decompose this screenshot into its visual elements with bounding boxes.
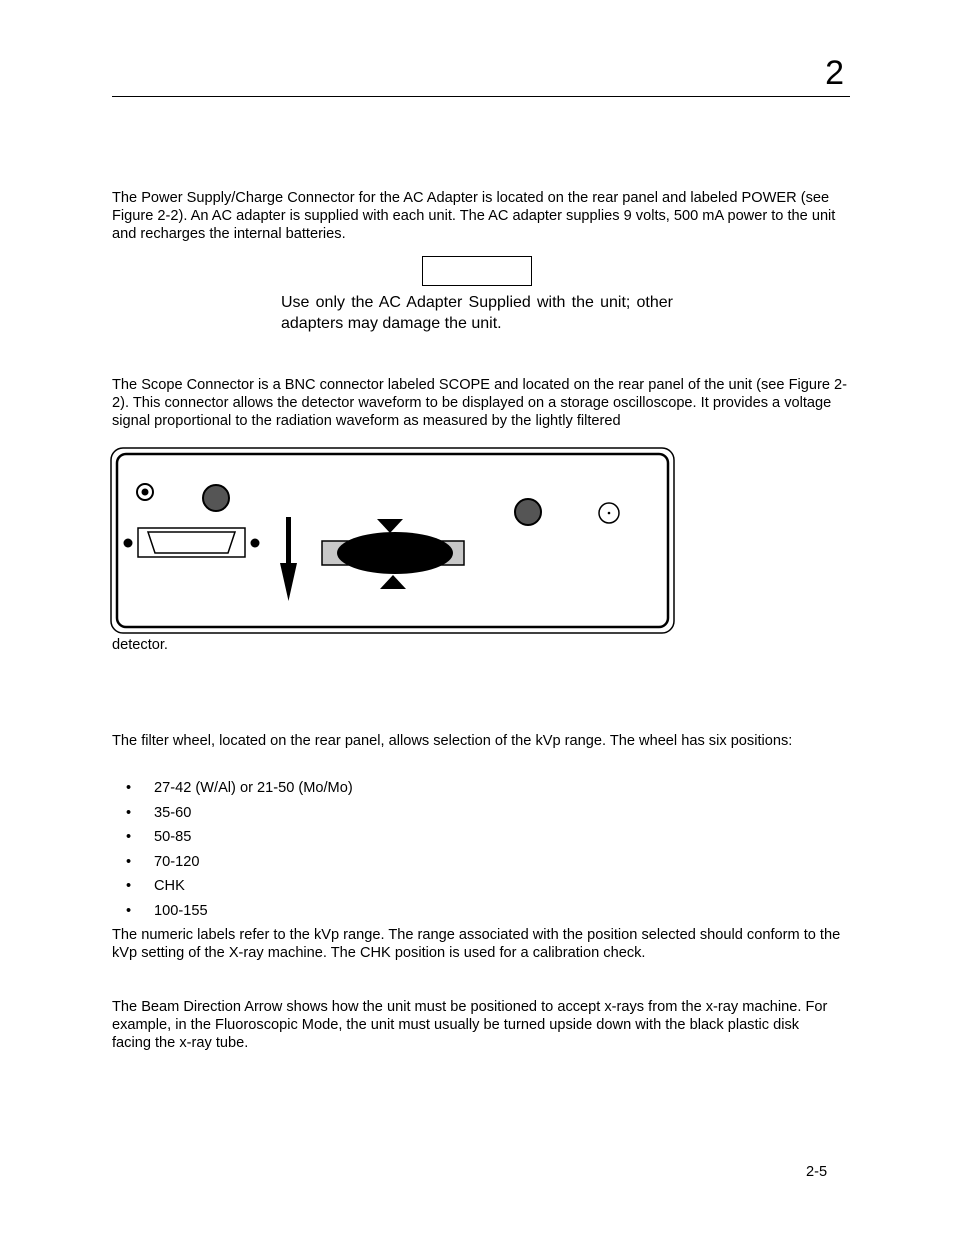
header-rule [112, 96, 850, 97]
beam-direction-paragraph: The Beam Direction Arrow shows how the unit must be positioned to accept x-rays from the x-ray machine. For example, in the Fluoroscopic Mode, the unit must usually be turned upside down with the black plastic disk facing the x-ray tube. [112, 999, 828, 1051]
list-item: • 35-60 [112, 804, 353, 829]
list-item: • 100-155 [112, 902, 353, 927]
list-item: • 27-42 (W/Al) or 21-50 (Mo/Mo) [112, 779, 353, 804]
power-connector-icon [137, 484, 153, 500]
filter-wheel-paragraph: The filter wheel, located on the rear panel, allows selection of the kVp range. The wheel has six positions: [112, 733, 793, 749]
indicator-icon [599, 503, 619, 523]
list-item: • CHK [112, 877, 353, 902]
power-paragraph: The Power Supply/Charge Connector for the AC Adapter is located on the rear panel and labeled POWER (see Figure 2-2). An AC adapter is supplied with each unit. The AC adapter supplies 9 volts, 500 mA power to the unit and recharges the internal batteries. [112, 190, 836, 242]
caution-label-box [422, 256, 532, 286]
scope-paragraph: The Scope Connector is a BNC connector labeled SCOPE and located on the rear panel of the unit (see Figure 2-2). This connector allows the detector waveform to be displayed on a storage oscilloscope. It provides a voltage signal proportional to the radiation waveform as measured by the lightly filtered [112, 377, 847, 429]
scope-paragraph-continuation: detector. [112, 637, 168, 653]
filter-wheel-positions-list [112, 779, 353, 927]
filter-wheel-note: The numeric labels refer to the kVp range. The range associated with the position selected should conform to the kVp setting of the X-ray machine. The CHK position is used for a calibration check. [112, 927, 841, 961]
rear-panel-figure [110, 447, 676, 637]
list-item: • 70-120 [112, 853, 353, 878]
chapter-number: 2 [825, 54, 844, 92]
db-connector-icon [124, 528, 260, 557]
knob-icon [203, 485, 229, 511]
list-item: • 50-85 [112, 828, 353, 853]
scope-bnc-connector-icon [515, 499, 541, 525]
page-number: 2-5 [806, 1164, 828, 1180]
caution-text: Use only the AC Adapter Supplied with the unit; other adapters may damage the unit. [281, 294, 673, 332]
